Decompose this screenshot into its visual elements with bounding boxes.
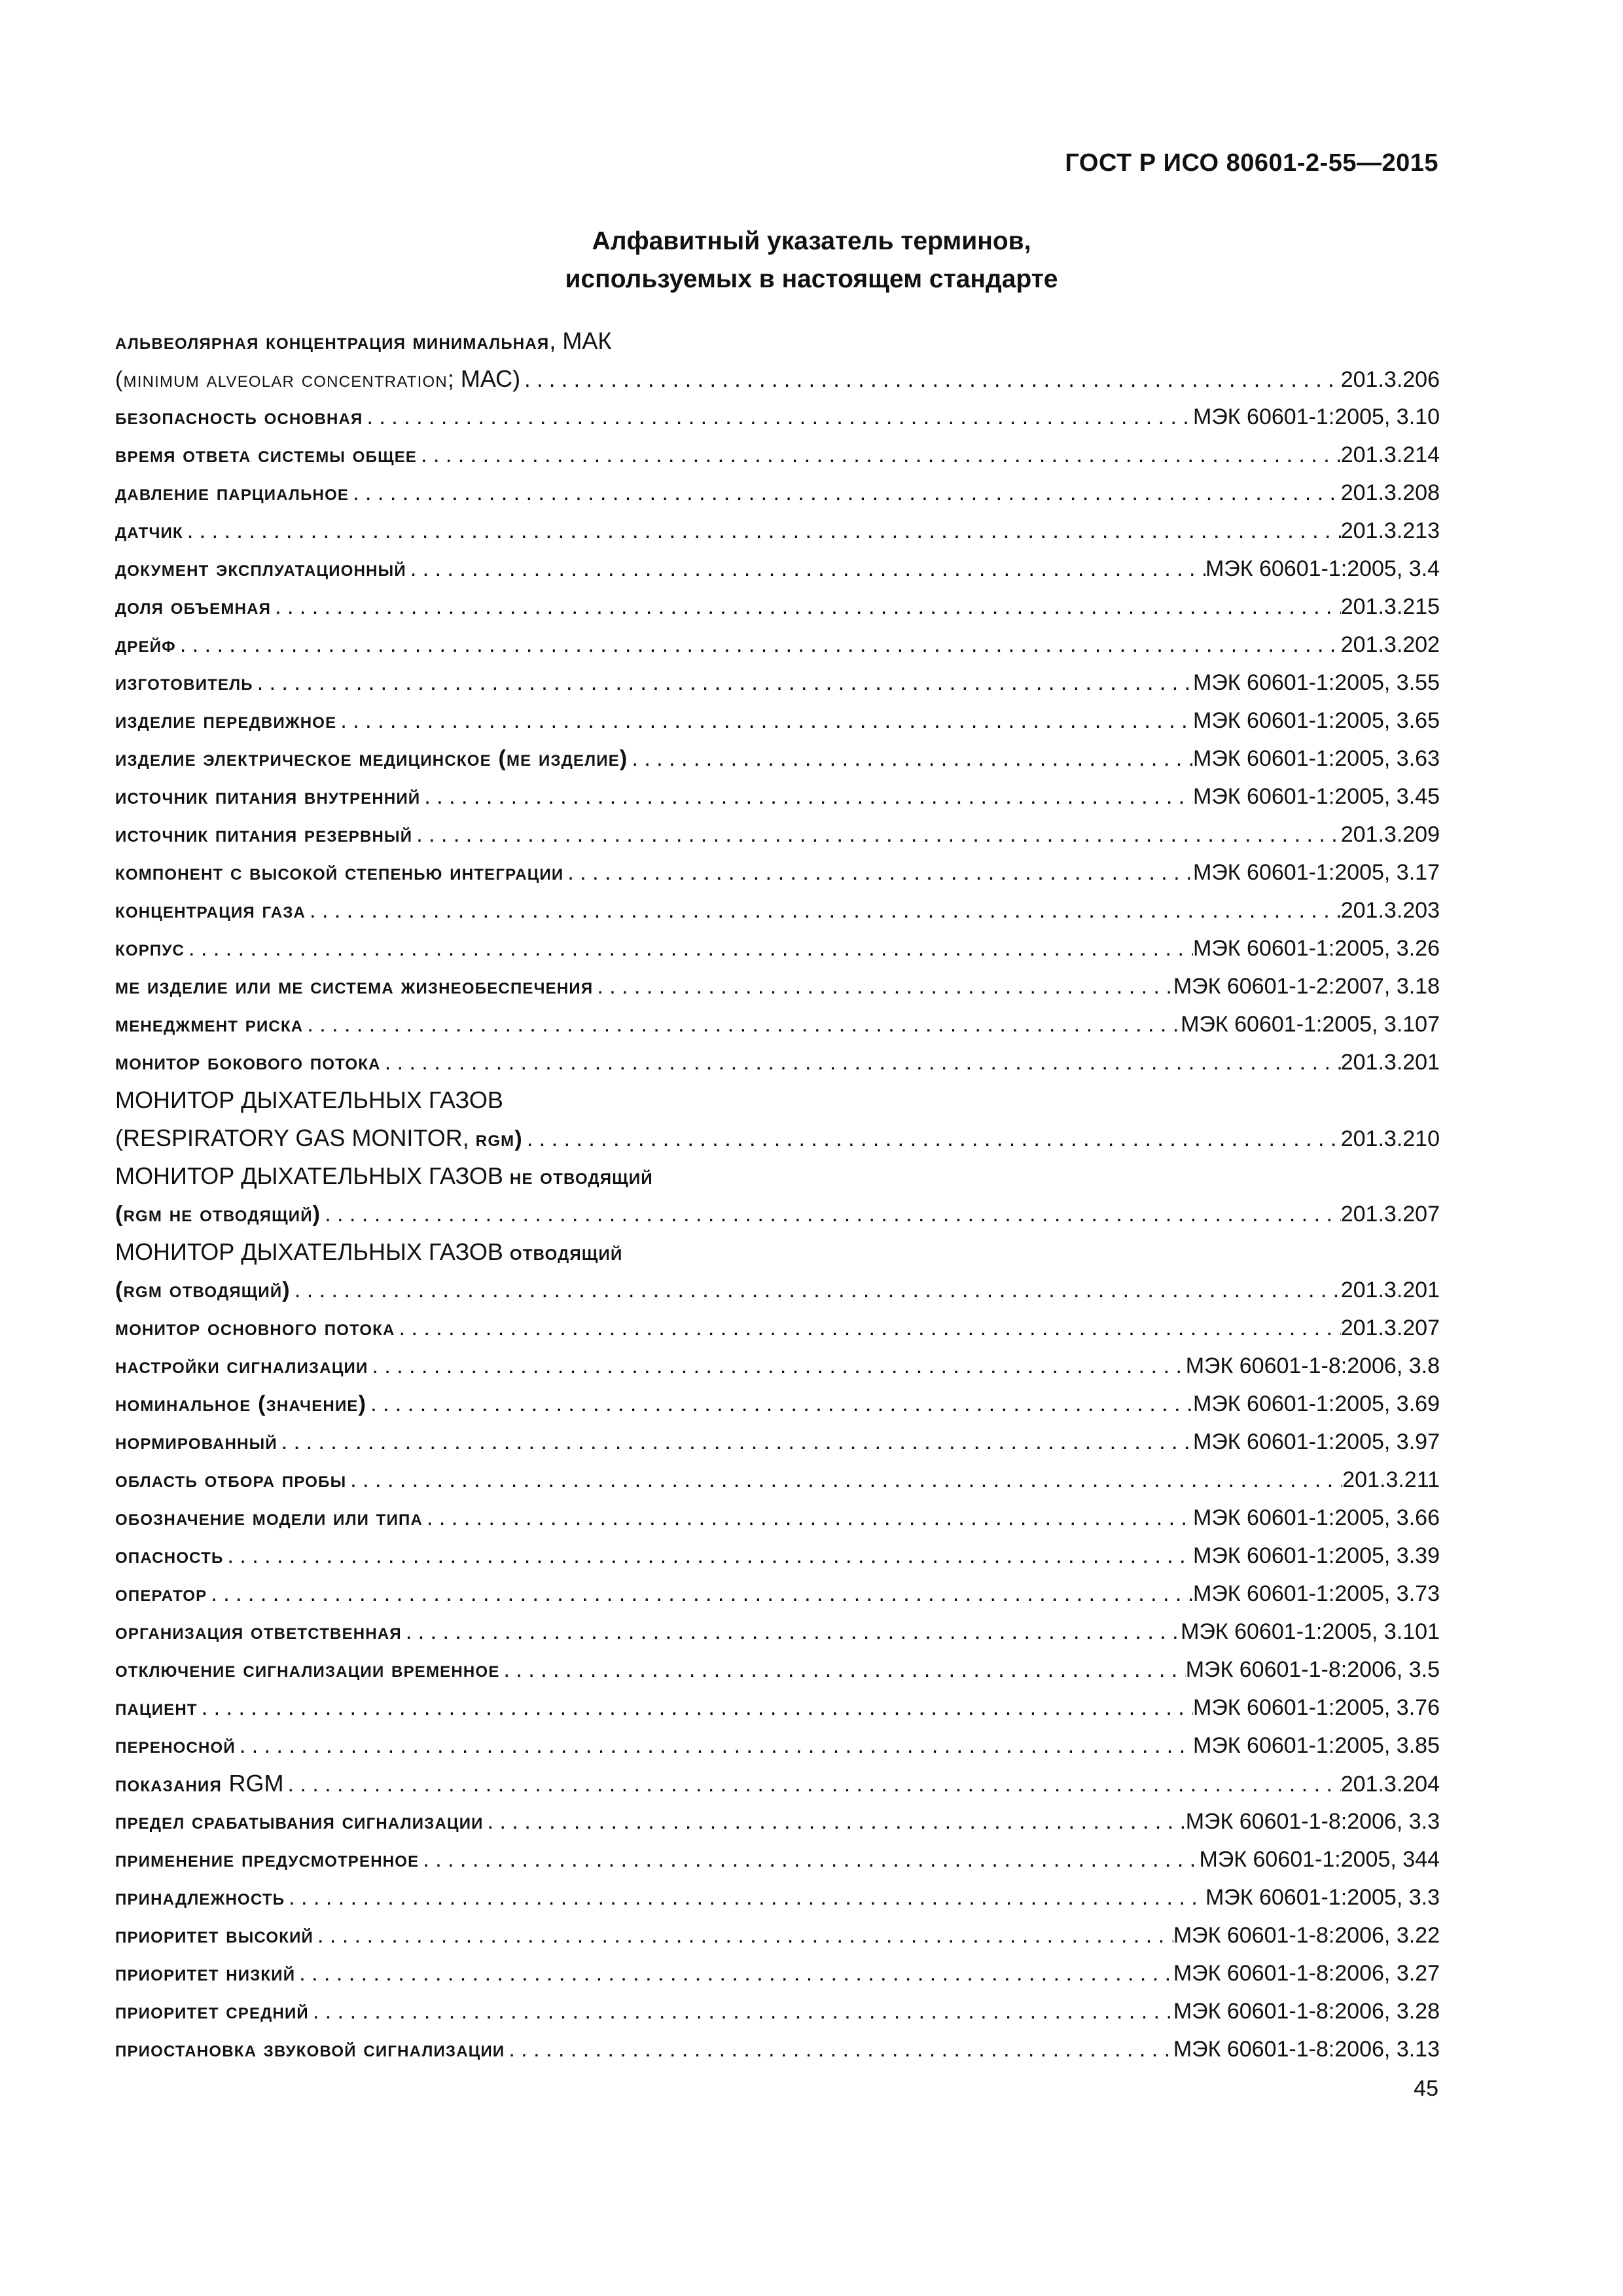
entry-term: пациент bbox=[115, 1695, 198, 1720]
entry-reference: МЭК 60601-1:2005, 3.97 bbox=[1193, 1429, 1440, 1454]
dot-leader bbox=[223, 1537, 1193, 1575]
dot-leader bbox=[363, 398, 1194, 436]
entry-reference: МЭК 60601-1-2:2007, 3.18 bbox=[1173, 974, 1440, 999]
dot-leader bbox=[523, 1120, 1341, 1157]
entry-reference: 201.3.215 bbox=[1340, 594, 1440, 619]
index-entry bbox=[115, 664, 1440, 702]
entry-term: дрейф bbox=[115, 632, 176, 657]
dot-leader bbox=[628, 740, 1193, 778]
index-entry bbox=[115, 1499, 1440, 1537]
index-entry bbox=[115, 1195, 1440, 1233]
entry-term: компонент с высокой степенью интеграции bbox=[115, 860, 564, 885]
index-title-line-2: используемых в настоящем стандарте bbox=[565, 265, 1058, 293]
entry-term: доля объемная bbox=[115, 594, 272, 619]
entry-term: (minimum alveolar concentration; МАС) bbox=[115, 365, 521, 392]
entry-reference: МЭК 60601-1:2005, 3.101 bbox=[1181, 1619, 1440, 1644]
index-entry bbox=[115, 1081, 1440, 1119]
index-entry bbox=[115, 1385, 1440, 1423]
index-entry bbox=[115, 929, 1440, 967]
entry-reference: МЭК 60601-1-8:2006, 3.27 bbox=[1173, 1961, 1440, 1986]
entry-term: датчик bbox=[115, 518, 183, 543]
dot-leader bbox=[336, 702, 1193, 740]
entry-reference: МЭК 60601-1:2005, 3.73 bbox=[1193, 1581, 1440, 1606]
dot-leader bbox=[176, 626, 1341, 664]
index-entry bbox=[115, 1992, 1440, 2030]
dot-leader bbox=[207, 1575, 1193, 1613]
entry-term: номинальное (значение) bbox=[115, 1391, 367, 1416]
index-entry bbox=[115, 1461, 1440, 1499]
dot-leader bbox=[406, 550, 1205, 588]
dot-leader bbox=[381, 1043, 1341, 1081]
entry-term: источник питания резервный bbox=[115, 822, 413, 847]
dot-leader bbox=[285, 1878, 1205, 1916]
index-entry bbox=[115, 967, 1440, 1005]
entry-term: МОНИТОР ДЫХАТЕЛЬНЫХ ГАЗОВ bbox=[115, 1086, 503, 1113]
entry-term: принадлежность bbox=[115, 1885, 285, 1910]
page-number: 45 bbox=[1414, 2076, 1438, 2101]
entry-reference: МЭК 60601-1:2005, 3.66 bbox=[1193, 1505, 1440, 1530]
index-entry bbox=[115, 550, 1440, 588]
dot-leader bbox=[295, 1954, 1173, 1992]
index-entry bbox=[115, 360, 1440, 398]
entry-reference: МЭК 60601-1-8:2006, 3.22 bbox=[1173, 1923, 1440, 1948]
index-entry bbox=[115, 1233, 1440, 1271]
entry-reference: 201.3.202 bbox=[1340, 632, 1440, 657]
index-entry bbox=[115, 778, 1440, 816]
entry-reference: МЭК 60601-1:2005, 3.45 bbox=[1193, 784, 1440, 809]
document-id-header: ГОСТ Р ИСО 80601-2-55—2015 bbox=[1065, 149, 1438, 177]
entry-term: приостановка звуковой сигнализации bbox=[115, 2037, 505, 2062]
entry-reference: МЭК 60601-1:2005, 344 bbox=[1199, 1847, 1440, 1872]
dot-leader bbox=[366, 1385, 1193, 1423]
index-entry bbox=[115, 1954, 1440, 1992]
index-entry bbox=[115, 1005, 1440, 1043]
index-entry bbox=[115, 1157, 1440, 1195]
entry-term: переносной bbox=[115, 1733, 236, 1758]
dot-leader bbox=[346, 1461, 1342, 1499]
entry-term: корпус bbox=[115, 936, 185, 961]
entry-term: изделие передвижное bbox=[115, 708, 337, 733]
index-entry bbox=[115, 1309, 1440, 1347]
entry-term: давление парциальное bbox=[115, 480, 349, 505]
dot-leader bbox=[402, 1613, 1181, 1651]
dot-leader bbox=[253, 664, 1193, 702]
dot-leader bbox=[593, 967, 1173, 1005]
entry-term: монитор бокового потока bbox=[115, 1050, 381, 1075]
entry-term: монитор основного потока bbox=[115, 1316, 395, 1340]
index-entry bbox=[115, 1423, 1440, 1461]
index-entry bbox=[115, 853, 1440, 891]
index-title bbox=[0, 223, 1623, 298]
entry-reference: МЭК 60601-1:2005, 3.107 bbox=[1181, 1012, 1440, 1037]
entry-reference: МЭК 60601-1-8:2006, 3.3 bbox=[1185, 1809, 1440, 1834]
entry-term: отключение сигнализации временное bbox=[115, 1657, 500, 1682]
entry-term: безопасность основная bbox=[115, 404, 363, 429]
index-entry bbox=[115, 512, 1440, 550]
entry-reference: 201.3.203 bbox=[1340, 898, 1440, 923]
entry-reference: МЭК 60601-1:2005, 3.85 bbox=[1193, 1733, 1440, 1758]
entry-term: документ эксплуатационный bbox=[115, 556, 406, 581]
entry-reference: 201.3.213 bbox=[1340, 518, 1440, 543]
entry-reference: 201.3.211 bbox=[1342, 1467, 1440, 1492]
entry-term: нормированный bbox=[115, 1429, 277, 1454]
dot-leader bbox=[271, 588, 1341, 626]
index-entry bbox=[115, 702, 1440, 740]
index-entry bbox=[115, 1727, 1440, 1765]
entry-reference: 201.3.201 bbox=[1340, 1278, 1440, 1302]
index-entry bbox=[115, 1119, 1440, 1157]
entry-reference: 201.3.210 bbox=[1340, 1126, 1440, 1151]
dot-leader bbox=[395, 1309, 1341, 1347]
entry-term: изделие электрическое медицинское (ме изделие) bbox=[115, 746, 628, 771]
dot-leader bbox=[303, 1005, 1181, 1043]
index-entry bbox=[115, 1916, 1440, 1954]
index-entry bbox=[115, 1878, 1440, 1916]
dot-leader bbox=[417, 436, 1341, 474]
entry-term: организация ответственная bbox=[115, 1619, 402, 1644]
entry-term: приоритет низкий bbox=[115, 1961, 296, 1986]
entry-term: МОНИТОР ДЫХАТЕЛЬНЫХ ГАЗОВ не отводящий bbox=[115, 1162, 653, 1189]
entry-reference: МЭК 60601-1:2005, 3.4 bbox=[1205, 556, 1440, 581]
entry-reference: 201.3.214 bbox=[1340, 442, 1440, 467]
entry-term: оператор bbox=[115, 1581, 207, 1606]
dot-leader bbox=[420, 778, 1193, 816]
index-entry bbox=[115, 1689, 1440, 1727]
entry-reference: МЭК 60601-1:2005, 3.17 bbox=[1193, 860, 1440, 885]
dot-leader bbox=[313, 1916, 1173, 1954]
entry-term: (rgm не отводящий) bbox=[115, 1202, 321, 1227]
entry-reference: МЭК 60601-1:2005, 3.55 bbox=[1193, 670, 1440, 695]
entry-term: ме изделие или ме система жизнеобеспечения bbox=[115, 974, 594, 999]
entry-term: обозначение модели или типа bbox=[115, 1505, 423, 1530]
dot-leader bbox=[349, 474, 1341, 512]
entry-term: область отбора пробы bbox=[115, 1467, 347, 1492]
entry-reference: МЭК 60601-1:2005, 3.10 bbox=[1193, 404, 1440, 429]
dot-leader bbox=[500, 1651, 1186, 1689]
dot-leader bbox=[520, 361, 1341, 398]
index-entry bbox=[115, 1347, 1440, 1385]
index-title-line-1: Алфавитный указатель терминов, bbox=[592, 227, 1031, 255]
index-entry bbox=[115, 1575, 1440, 1613]
index-entry bbox=[115, 398, 1440, 436]
index-entry bbox=[115, 2030, 1440, 2068]
entry-reference: МЭК 60601-1:2005, 3.26 bbox=[1193, 936, 1440, 961]
entry-reference: 201.3.206 bbox=[1340, 367, 1440, 392]
dot-leader bbox=[484, 1803, 1186, 1840]
entry-reference: МЭК 60601-1:2005, 3.3 bbox=[1205, 1885, 1440, 1910]
entry-reference: 201.3.208 bbox=[1340, 480, 1440, 505]
entry-term: (rgm отводящий) bbox=[115, 1278, 291, 1302]
index-entry bbox=[115, 1271, 1440, 1309]
entry-term: МОНИТОР ДЫХАТЕЛЬНЫХ ГАЗОВ отводящий bbox=[115, 1238, 623, 1265]
index-entry bbox=[115, 740, 1440, 778]
entry-reference: МЭК 60601-1:2005, 3.76 bbox=[1193, 1695, 1440, 1720]
entry-term: предел срабатывания сигнализации bbox=[115, 1809, 484, 1834]
dot-leader bbox=[284, 1765, 1341, 1803]
entry-term: источник питания внутренний bbox=[115, 784, 421, 809]
entry-term: менеджмент риска bbox=[115, 1012, 304, 1037]
index-entry bbox=[115, 474, 1440, 512]
dot-leader bbox=[291, 1271, 1341, 1309]
entry-term: приоритет высокий bbox=[115, 1923, 313, 1948]
entry-reference: МЭК 60601-1-8:2006, 3.8 bbox=[1185, 1354, 1440, 1378]
entry-reference: 201.3.201 bbox=[1340, 1050, 1440, 1075]
index-entry bbox=[115, 891, 1440, 929]
dot-leader bbox=[563, 853, 1193, 891]
entry-term: настройки сигнализации bbox=[115, 1354, 368, 1378]
index-entries bbox=[115, 322, 1440, 2068]
dot-leader bbox=[198, 1689, 1193, 1727]
index-entry bbox=[115, 1765, 1440, 1803]
entry-term: время ответа системы общее bbox=[115, 442, 418, 467]
entry-reference: 201.3.207 bbox=[1340, 1202, 1440, 1227]
entry-reference: 201.3.207 bbox=[1340, 1316, 1440, 1340]
index-entry bbox=[115, 1537, 1440, 1575]
dot-leader bbox=[412, 816, 1341, 853]
dot-leader bbox=[423, 1499, 1193, 1537]
entry-reference: МЭК 60601-1:2005, 3.39 bbox=[1193, 1543, 1440, 1568]
index-entry bbox=[115, 626, 1440, 664]
index-entry bbox=[115, 816, 1440, 853]
index-entry bbox=[115, 1651, 1440, 1689]
dot-leader bbox=[419, 1840, 1199, 1878]
entry-reference: МЭК 60601-1:2005, 3.65 bbox=[1193, 708, 1440, 733]
dot-leader bbox=[277, 1423, 1193, 1461]
entry-reference: МЭК 60601-1-8:2006, 3.13 bbox=[1173, 2037, 1440, 2062]
dot-leader bbox=[185, 929, 1193, 967]
dot-leader bbox=[505, 2030, 1173, 2068]
dot-leader bbox=[309, 1992, 1173, 2030]
entry-reference: МЭК 60601-1-8:2006, 3.5 bbox=[1185, 1657, 1440, 1682]
index-entry bbox=[115, 322, 1440, 360]
dot-leader bbox=[368, 1347, 1185, 1385]
dot-leader bbox=[183, 512, 1341, 550]
entry-term: (RESPIRATORY GAS MONITOR, rgm) bbox=[115, 1124, 523, 1151]
entry-term: применение предусмотренное bbox=[115, 1847, 419, 1872]
index-entry bbox=[115, 588, 1440, 626]
index-entry bbox=[115, 436, 1440, 474]
dot-leader bbox=[306, 891, 1341, 929]
entry-term: показания RGM bbox=[115, 1770, 284, 1797]
entry-reference: МЭК 60601-1:2005, 3.69 bbox=[1193, 1391, 1440, 1416]
entry-term: опасность bbox=[115, 1543, 224, 1568]
entry-term: изготовитель bbox=[115, 670, 253, 695]
index-entry bbox=[115, 1840, 1440, 1878]
entry-term: альвеолярная концентрация минимальная, МАК bbox=[115, 327, 612, 354]
entry-reference: 201.3.204 bbox=[1340, 1772, 1440, 1797]
dot-leader bbox=[236, 1727, 1193, 1765]
entry-term: приоритет средний bbox=[115, 1999, 309, 2024]
entry-reference: МЭК 60601-1-8:2006, 3.28 bbox=[1173, 1999, 1440, 2024]
dot-leader bbox=[321, 1195, 1341, 1233]
index-entry bbox=[115, 1043, 1440, 1081]
index-entry bbox=[115, 1803, 1440, 1840]
entry-reference: МЭК 60601-1:2005, 3.63 bbox=[1193, 746, 1440, 771]
index-entry bbox=[115, 1613, 1440, 1651]
entry-reference: 201.3.209 bbox=[1340, 822, 1440, 847]
entry-term: концентрация газа bbox=[115, 898, 306, 923]
